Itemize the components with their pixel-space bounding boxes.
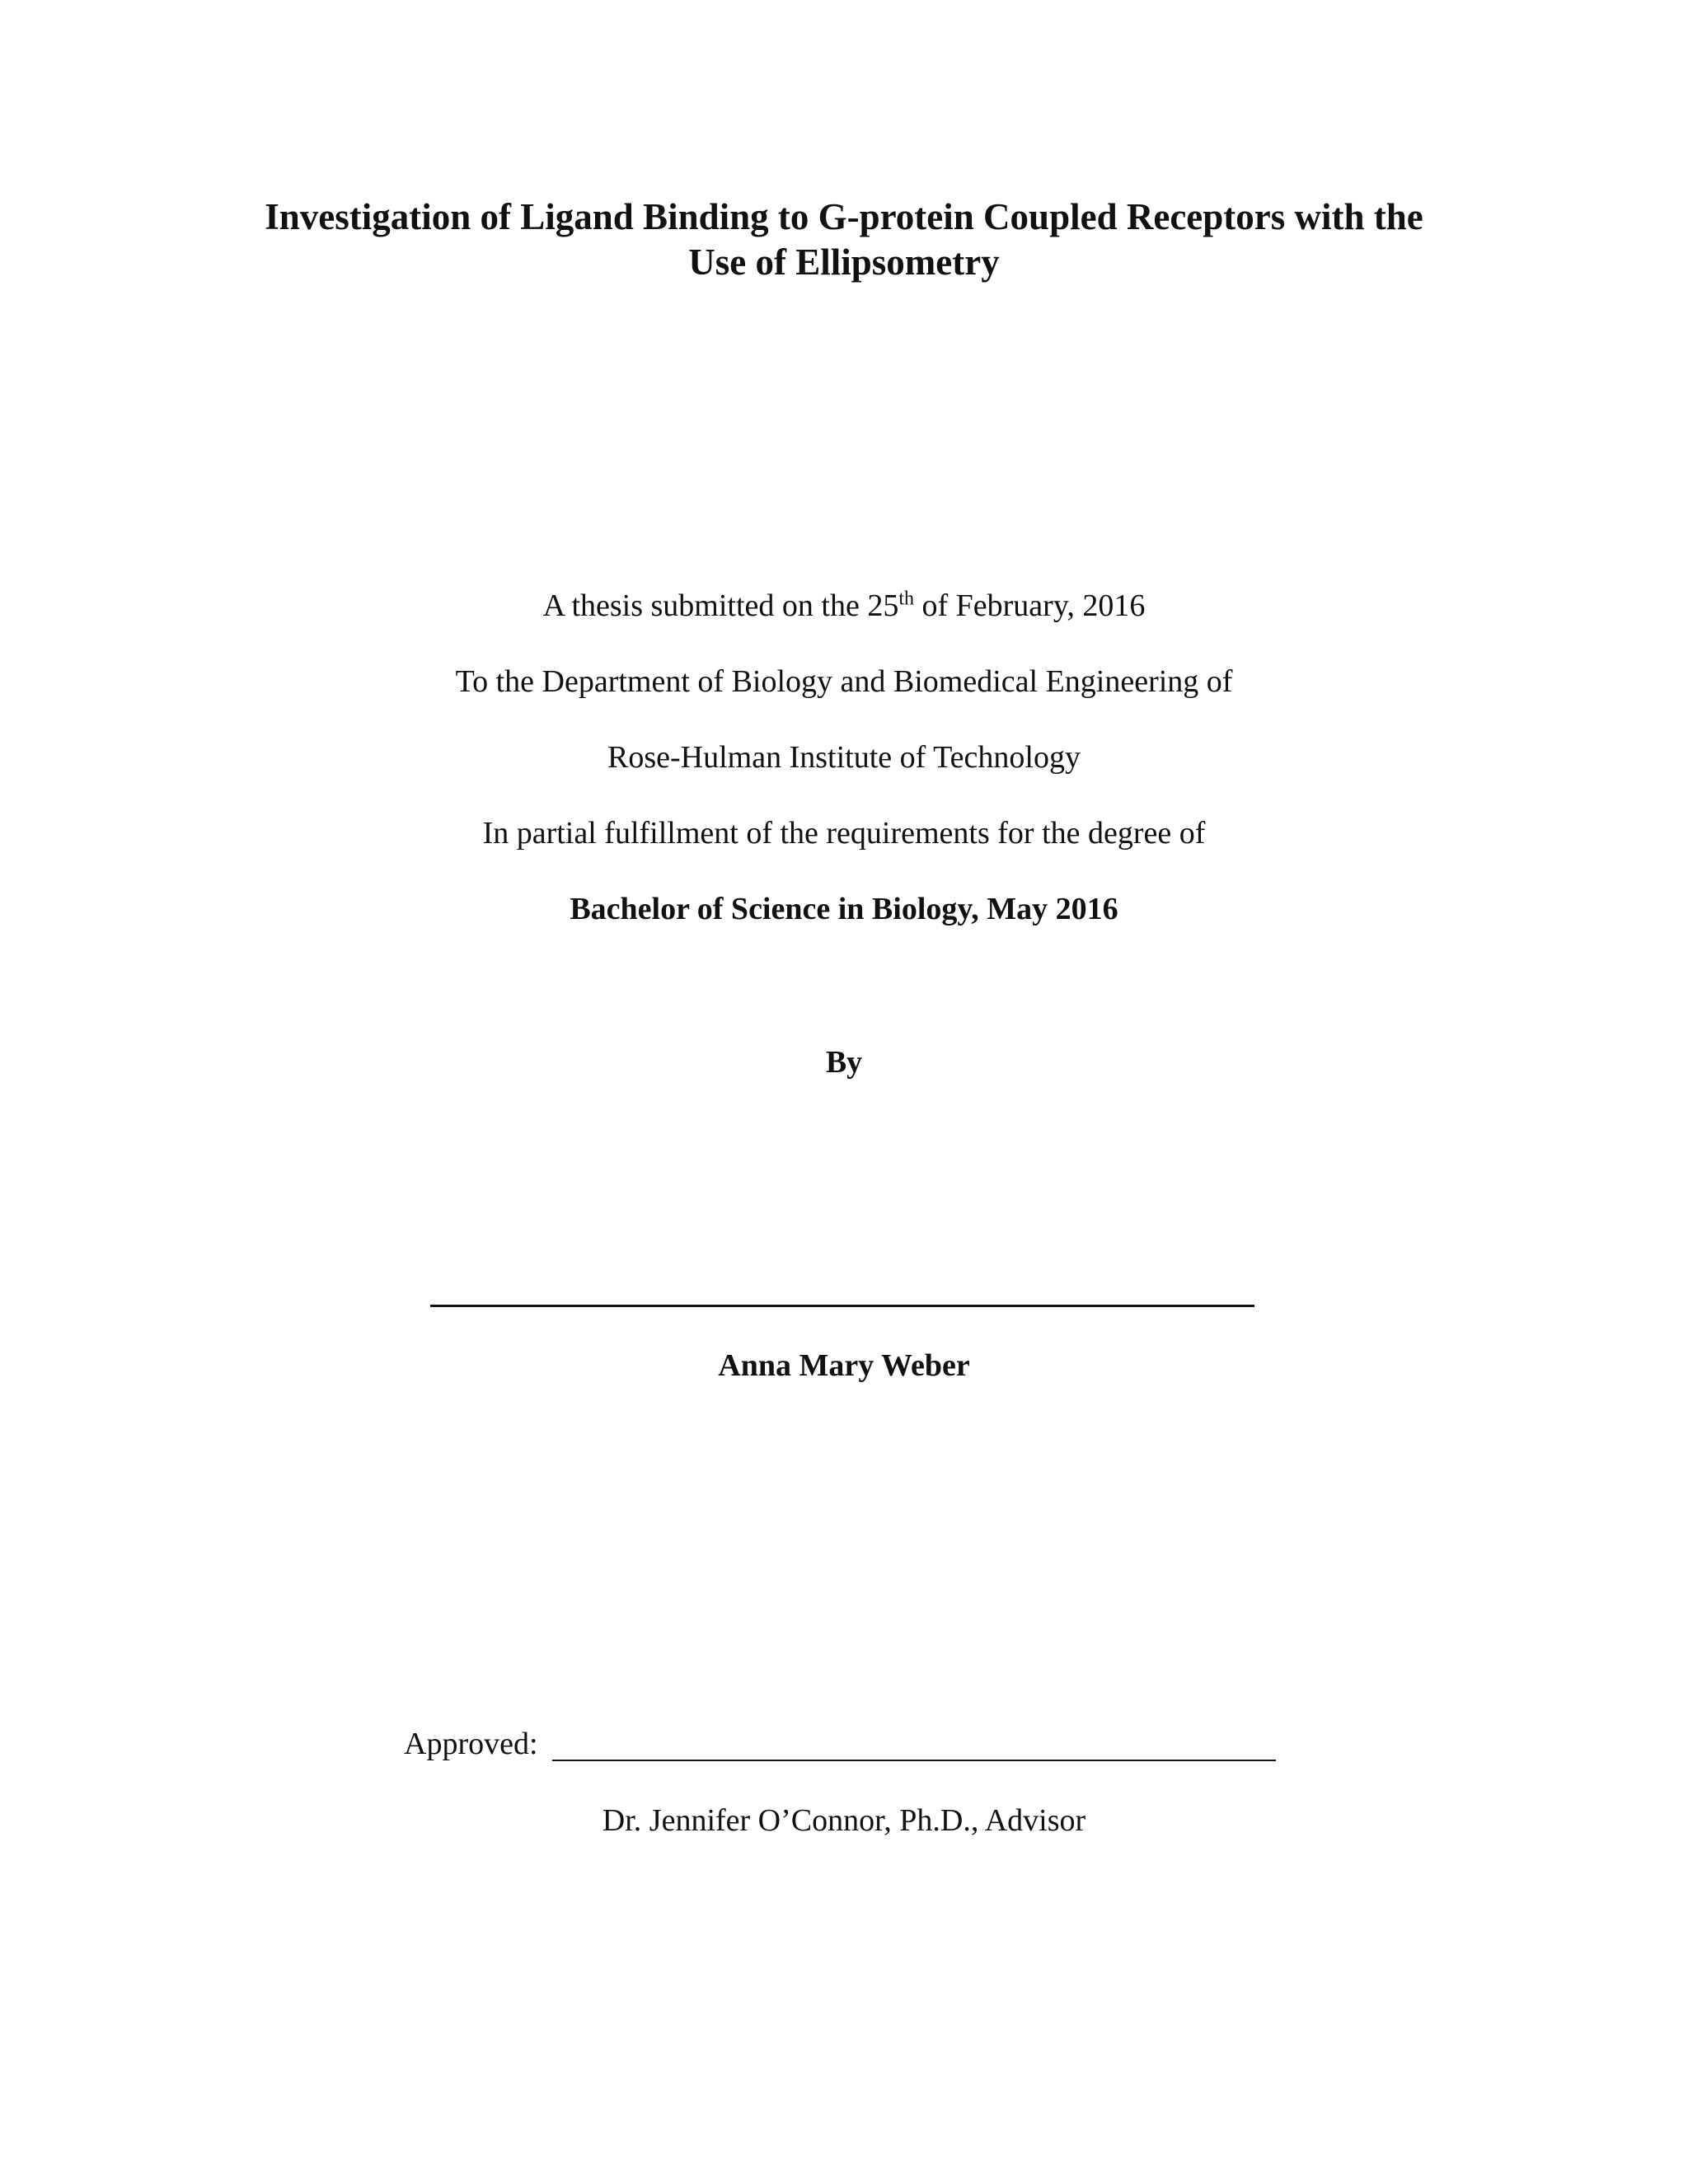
institution-line: Rose-Hulman Institute of Technology: [607, 740, 1081, 775]
thesis-title-line-1: Investigation of Ligand Binding to G-protein Coupled Receptors with the: [265, 196, 1423, 237]
author-name: Anna Mary Weber: [718, 1348, 970, 1383]
department-line: To the Department of Biology and Biomedical Engineering of: [455, 664, 1233, 699]
submission-date-prefix: A thesis submitted on the 25: [542, 588, 899, 623]
approved-label: Approved:: [404, 1727, 538, 1761]
degree-line: Bachelor of Science in Biology, May 2016: [570, 892, 1118, 926]
submission-date-superscript: th: [898, 588, 914, 610]
approval-row: [404, 1725, 1286, 1774]
advisor-line: Dr. Jennifer O’Connor, Ph.D., Advisor: [602, 1803, 1086, 1838]
submission-date-line: [0, 587, 1688, 625]
by-label: By: [825, 1045, 863, 1080]
author-signature-line: [430, 1305, 1254, 1307]
fulfillment-line: In partial fulfillment of the requirements for the degree of: [482, 816, 1206, 851]
thesis-title-line-2: Use of Ellipsometry: [688, 241, 1000, 283]
thesis-title: [165, 194, 1523, 285]
submission-date-suffix: of February, 2016: [914, 588, 1146, 623]
approval-signature-line: [552, 1760, 1276, 1761]
